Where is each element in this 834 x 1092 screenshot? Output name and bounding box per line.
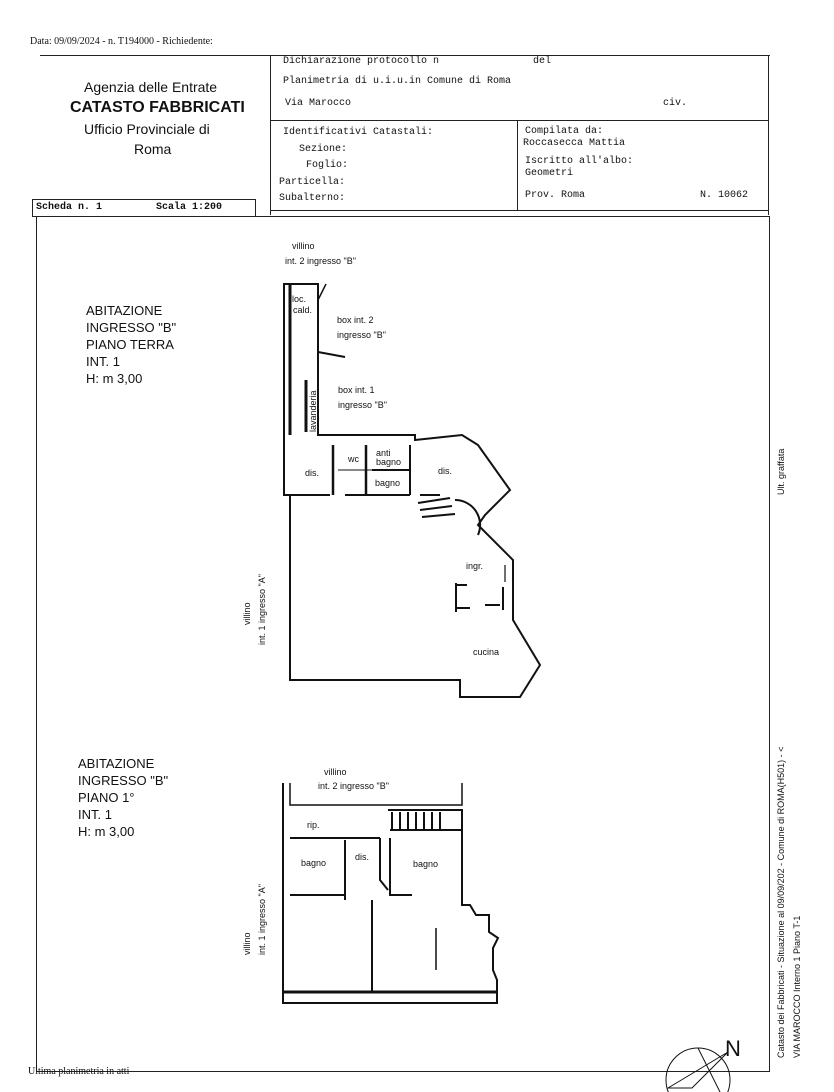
iscritto-label: Iscritto all'albo: (525, 156, 634, 167)
room-rip: rip. (307, 820, 320, 830)
ultima-planimetria: Ultima planimetria in atti (28, 1066, 130, 1077)
side-catasto-info: Catasto dei Fabbricati - Situazione al 09/09/202 - Comune di ROMA(H501) - < (776, 746, 786, 1058)
scheda-label: Scheda n. 1 (36, 202, 103, 213)
identificativi-title: Identificativi Catastali: (283, 127, 434, 138)
side-ult-graffata: Ult. graffata (776, 448, 786, 495)
foglio-label: Foglio: (306, 160, 349, 171)
agency-name: Agenzia delle Entrate (84, 79, 218, 95)
room-dis-right: dis. (438, 466, 453, 476)
first-villino-left-int: int. 1 ingresso "A" (257, 884, 267, 955)
first-villino-top-int: int. 2 ingresso "B" (318, 781, 389, 791)
first-villino-top: villino (324, 767, 347, 777)
ground-villino-left: villino (242, 602, 252, 625)
room-box1: box int. 1 (338, 385, 375, 395)
planimetria-label: Planimetria di u.i.u.in Comune di Roma (283, 76, 512, 87)
first-title-line-4: INT. 1 (78, 807, 112, 822)
room-bagno: bagno (375, 478, 401, 488)
room-lavanderia: lavanderia (308, 390, 318, 432)
room-cald: cald. (293, 305, 313, 315)
room-wc: wc (348, 454, 359, 464)
catasto-title: CATASTO FABBRICATI (70, 99, 245, 116)
scala-label: Scala 1:200 (156, 202, 223, 213)
room-bagno-left: bagno (301, 858, 327, 868)
ground-title-line-1: ABITAZIONE (86, 303, 163, 318)
ufficio-label: Ufficio Provinciale di (84, 121, 210, 137)
dichiarazione-label: Dichiarazione protocollo n (283, 56, 440, 67)
room-cucina: cucina (473, 647, 500, 657)
first-title-line-5: H: m 3,00 (78, 824, 135, 839)
ground-title-line-3: PIANO TERRA (86, 337, 174, 352)
ground-villino-top: villino (292, 241, 315, 251)
via-label: Via Marocco (285, 98, 352, 109)
del-label: del (533, 56, 552, 67)
room-dis: dis. (355, 852, 370, 862)
north-label: N (725, 1036, 741, 1061)
ground-title-line-5: H: m 3,00 (86, 371, 143, 386)
first-title-line-2: INGRESSO "B" (78, 773, 169, 788)
first-villino-left: villino (242, 932, 252, 955)
first-title-line-3: PIANO 1° (78, 790, 135, 805)
prov-label: Prov. Roma (525, 190, 586, 201)
ground-villino-left-int: int. 1 ingresso "A" (257, 574, 267, 645)
ufficio-city: Roma (134, 141, 172, 157)
room-ingr: ingr. (466, 561, 484, 571)
room-bagno-right: bagno (413, 859, 439, 869)
ground-villino-top-int: int. 2 ingresso "B" (285, 256, 356, 266)
room-loc: loc. (292, 294, 307, 304)
room-anti: anti (376, 448, 391, 458)
room-box1-ingresso: ingresso "B" (338, 400, 387, 410)
first-title-line-1: ABITAZIONE (78, 756, 155, 771)
north-compass-icon (660, 1030, 760, 1092)
side-address-info: VIA MAROCCO Interno 1 Piano T-1 (792, 915, 802, 1058)
room-box2: box int. 2 (337, 315, 374, 325)
date-line: Data: 09/09/2024 - n. T194000 - Richiedente: (30, 36, 213, 47)
civ-label: civ. (663, 98, 688, 109)
albo-number: N. 10062 (700, 190, 749, 201)
room-dis-left: dis. (305, 468, 320, 478)
room-anti-bagno: bagno (376, 457, 402, 467)
compilata-label: Compilata da: (525, 126, 604, 137)
subalterno-label: Subalterno: (279, 193, 346, 204)
compiler-name: Roccasecca Mattia (523, 138, 626, 149)
particella-label: Particella: (279, 177, 346, 188)
albo-value: Geometri (525, 168, 574, 179)
ground-title-line-2: INGRESSO "B" (86, 320, 177, 335)
ground-title-line-4: INT. 1 (86, 354, 120, 369)
room-box2-ingresso: ingresso "B" (337, 330, 386, 340)
sezione-label: Sezione: (299, 144, 348, 155)
